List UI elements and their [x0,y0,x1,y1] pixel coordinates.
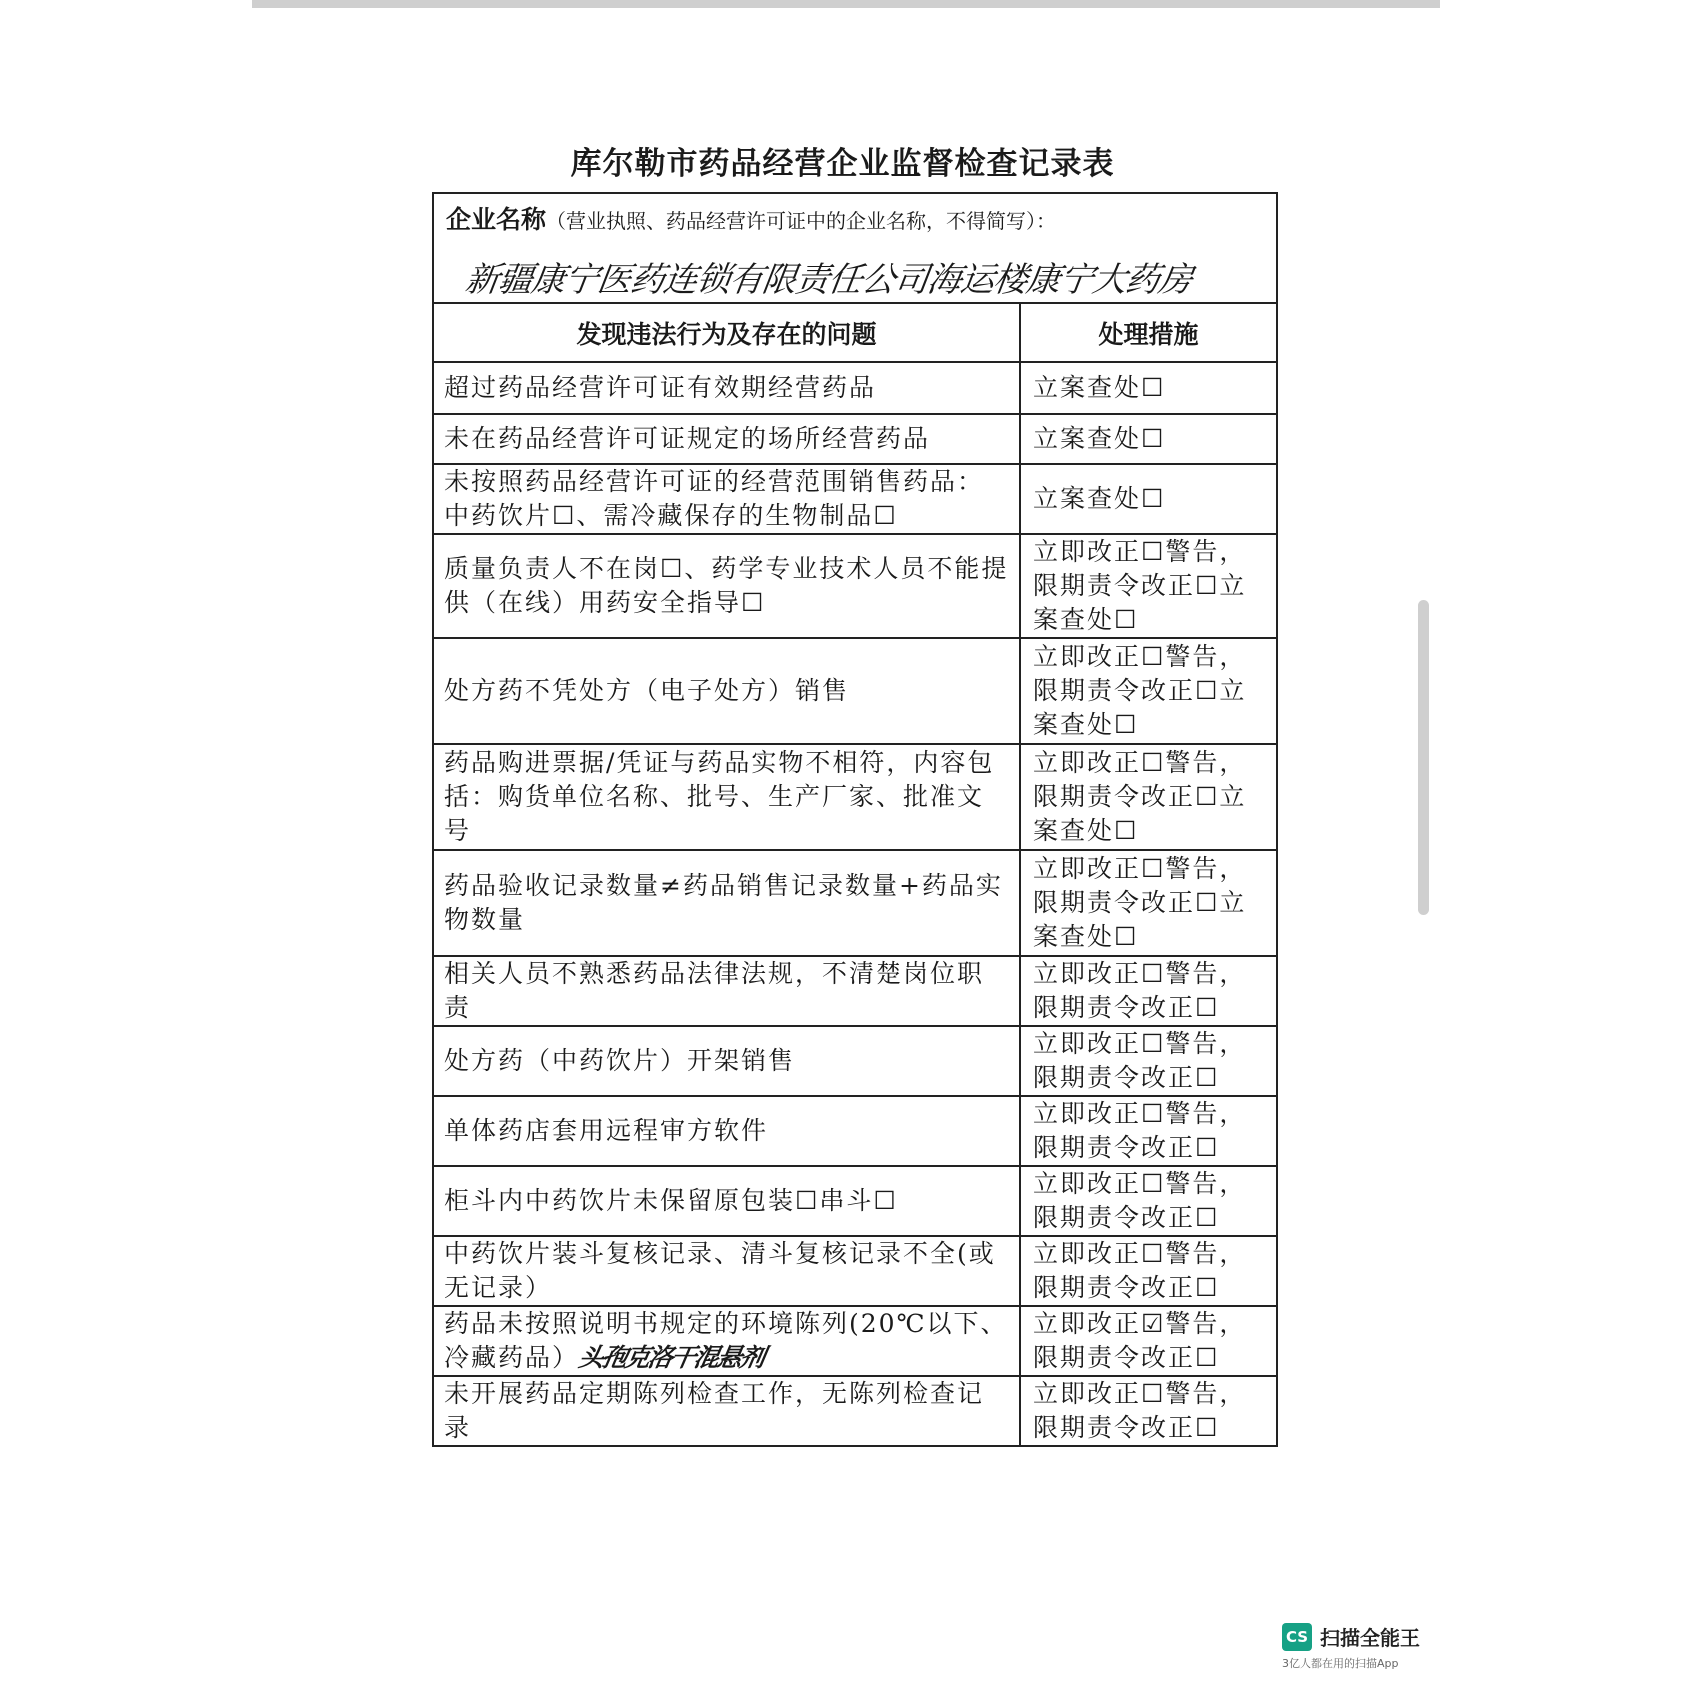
table-body [434,362,1276,1445]
issue-text: 未按照药品经营许可证的经营范围销售药品：中药饮片☐、需冷藏保存的生物制品☐ [444,467,985,530]
watermark-app-name: 扫描全能王 [1320,1626,1420,1650]
enterprise-handwritten-name: 新疆康宁医药连锁有限责任公司海运楼康宁大药房 [462,260,1195,300]
table-row [434,534,1276,638]
measure-cell: 立即改正☐警告，限期责令改正☐ [1020,1166,1276,1236]
measure-column-header: 处理措施 [1020,304,1276,362]
inspection-table [434,304,1276,1445]
issue-cell [434,1096,1020,1166]
table-row [434,744,1276,850]
issue-cell [434,1236,1020,1306]
issue-text: 药品验收记录数量≠药品销售记录数量+药品实物数量 [444,871,1003,934]
issue-text: 未开展药品定期陈列检查工作，无陈列检查记录 [444,1379,985,1442]
issue-cell [434,956,1020,1026]
issue-text: 药品未按照说明书规定的环境陈列(20℃以下、冷藏药品） [444,1309,1008,1372]
measure-cell: 立案查处☐ [1020,362,1276,414]
issue-text: 处方药不凭处方（电子处方）销售 [444,676,850,705]
issue-text: 质量负责人不在岗☐、药学专业技术人员不能提供（在线）用药安全指导☐ [444,554,1009,617]
issue-column-header: 发现违法行为及存在的问题 [434,304,1020,362]
table-row [434,1096,1276,1166]
measure-cell: 立即改正☐警告，限期责令改正☐ [1020,956,1276,1026]
table-row [434,1306,1276,1376]
measure-cell: 立即改正☐警告，限期责令改正☐立案查处☐ [1020,744,1276,850]
issue-text: 超过药品经营许可证有效期经营药品 [444,373,877,402]
watermark-tagline: 3亿人都在用的扫描App [1282,1657,1399,1670]
inspection-form [432,192,1278,1447]
measure-cell: 立即改正☐警告，限期责令改正☐ [1020,1236,1276,1306]
measure-cell: 立即改正☐警告，限期责令改正☐ [1020,1376,1276,1445]
issue-text: 药品购进票据/凭证与药品实物不相符，内容包括：购货单位名称、批号、生产厂家、批准文号 [444,748,995,845]
issue-text: 单体药店套用远程审方软件 [444,1116,769,1145]
handwritten-note: 头孢克洛干混悬剂 [576,1343,766,1372]
issue-text: 未在药品经营许可证规定的场所经营药品 [444,424,931,453]
issue-text: 处方药（中药饮片）开架销售 [444,1046,796,1075]
enterprise-label: 企业名称 [446,205,547,234]
table-row [434,1376,1276,1445]
table-row [434,956,1276,1026]
table-header-row [434,304,1276,362]
measure-cell: 立即改正☑警告，限期责令改正☐ [1020,1306,1276,1376]
issue-cell [434,464,1020,534]
measure-cell: 立案查处☐ [1020,464,1276,534]
table-row [434,464,1276,534]
measure-cell: 立即改正☐警告，限期责令改正☐ [1020,1096,1276,1166]
top-scroll-edge [252,0,1440,8]
table-row [434,362,1276,414]
measure-cell: 立即改正☐警告，限期责令改正☐立案查处☐ [1020,638,1276,744]
issue-cell [434,1306,1020,1376]
table-row [434,1026,1276,1096]
table-row [434,850,1276,956]
camscanner-logo-icon: CS [1282,1623,1312,1651]
measure-cell: 立即改正☐警告，限期责令改正☐ [1020,1026,1276,1096]
issue-cell [434,1166,1020,1236]
table-row [434,1236,1276,1306]
page-title: 库尔勒市药品经营企业监督检查记录表 [570,146,1115,182]
issue-cell [434,362,1020,414]
issue-cell [434,534,1020,638]
issue-cell [434,638,1020,744]
issue-cell [434,1026,1020,1096]
vertical-scrollbar[interactable] [1418,600,1429,915]
table-row [434,414,1276,464]
measure-cell: 立即改正☐警告，限期责令改正☐立案查处☐ [1020,850,1276,956]
issue-cell [434,414,1020,464]
issue-text: 柜斗内中药饮片未保留原包装☐串斗☐ [444,1186,898,1215]
camscanner-watermark [1282,1622,1420,1651]
table-row [434,1166,1276,1236]
issue-cell [434,744,1020,850]
measure-cell: 立案查处☐ [1020,414,1276,464]
measure-cell: 立即改正☐警告，限期责令改正☐立案查处☐ [1020,534,1276,638]
enterprise-note: （营业执照、药品经营许可证中的企业名称，不得简写）： [546,209,1057,233]
enterprise-name-section [434,194,1276,304]
issue-text: 相关人员不熟悉药品法律法规，不清楚岗位职责 [444,959,985,1022]
issue-text: 中药饮片装斗复核记录、清斗复核记录不全(或无记录） [444,1239,996,1302]
issue-cell [434,850,1020,956]
table-row [434,638,1276,744]
issue-cell [434,1376,1020,1445]
